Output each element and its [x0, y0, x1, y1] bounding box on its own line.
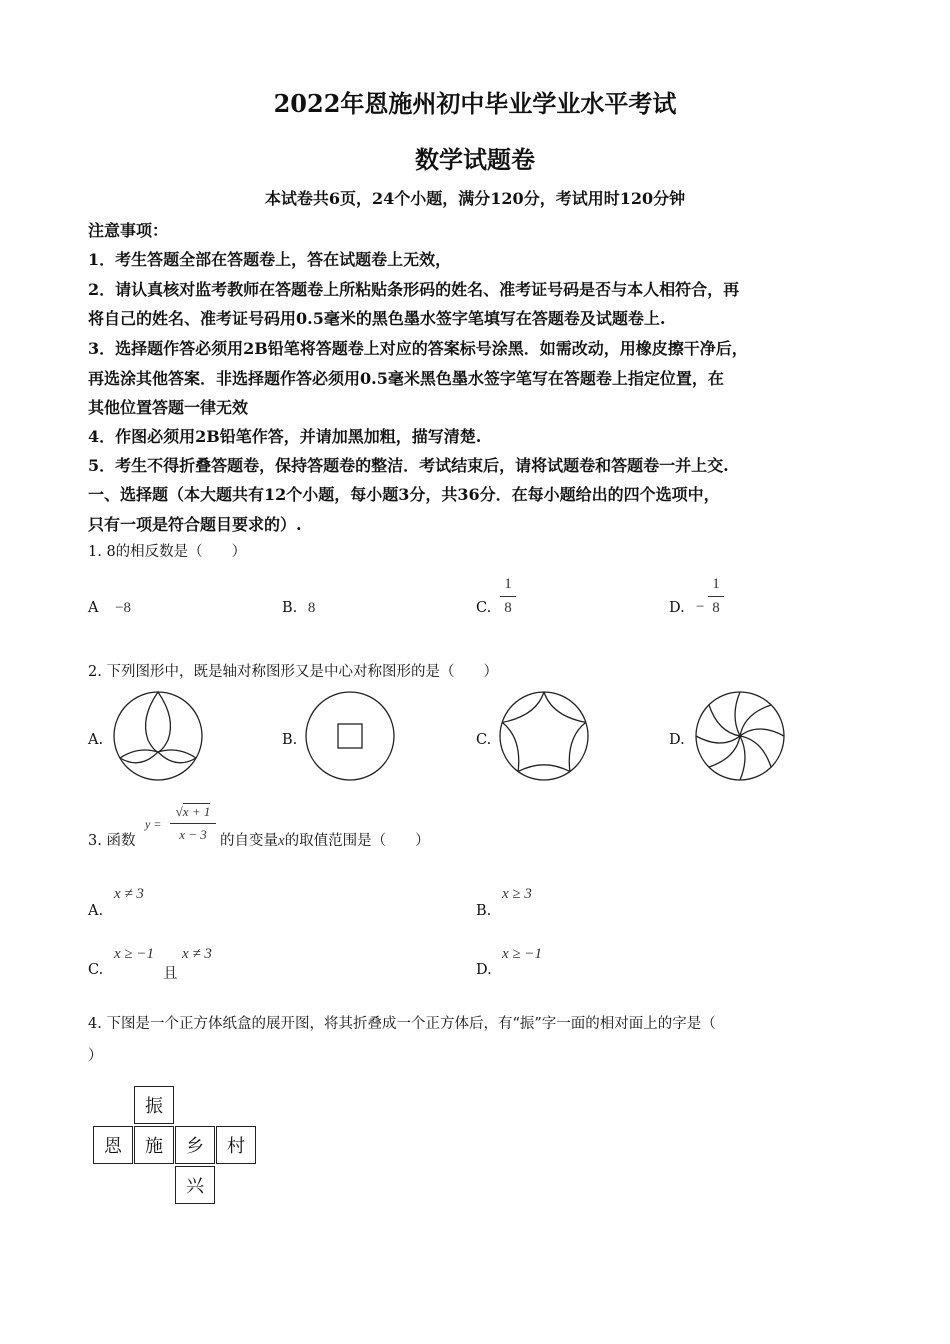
q3-option-b-expr: x ≥ 3: [502, 886, 532, 902]
section-heading-cont: 只有一项是符合题目要求的）.: [88, 515, 302, 534]
q2-figure-c-pentagon-arcs: [496, 690, 592, 782]
stem-text: 的取值范围是（ ）: [284, 833, 430, 849]
net-cell-en: 恩: [93, 1126, 133, 1164]
fraction-numerator-root: [170, 804, 216, 820]
exam-info: 本试卷共6页，24个小题，满分120分，考试用时120分钟: [264, 189, 686, 208]
q1-option-d-fraction: [708, 576, 724, 617]
q4-stem-cont: ）: [88, 1048, 103, 1064]
exam-subtitle: 数学试题卷: [415, 145, 535, 174]
q1-stem: 1. 8的相反数是（ ）: [88, 544, 247, 560]
q1-option-b: [282, 600, 315, 617]
net-cell-cun: 村: [216, 1126, 256, 1164]
option-label: A: [88, 600, 99, 616]
fraction-numerator: 1: [712, 576, 720, 592]
q2-figure-d-swirl: [692, 690, 788, 782]
net-cell-shi: 施: [134, 1126, 174, 1164]
q3-option-d-expr: x ≥ −1: [502, 946, 543, 962]
net-cell-xiang: 乡: [175, 1126, 215, 1164]
net-cell-xing: 兴: [175, 1166, 215, 1204]
q2-figure-b-circle-square: [302, 690, 398, 782]
q3-option-c-and: 且: [163, 966, 178, 982]
q1-option-d-sign: −: [696, 599, 705, 615]
net-cell-zhen: 振: [134, 1086, 174, 1124]
q3-option-c-label: C.: [88, 962, 104, 978]
notice-line: 再选涂其他答案．非选择题作答必须用0.5毫米黑色墨水签字笔写在答题卷上指定位置，在: [88, 369, 724, 388]
q1-option-d-label: D.: [669, 600, 685, 616]
notice-heading: 注意事项：: [88, 221, 169, 240]
q3-stem-prefix: 3. 函数: [88, 833, 136, 849]
q2-option-d-label: D.: [669, 732, 685, 748]
option-label: B.: [282, 600, 298, 616]
q3-option-b-label: B.: [476, 903, 492, 919]
q3-option-d-label: D.: [476, 962, 492, 978]
fraction-numerator: 1: [504, 576, 512, 592]
exam-title: 2022年恩施州初中毕业学业水平考试: [273, 89, 677, 118]
q3-option-a-expr: x ≠ 3: [114, 886, 144, 902]
q2-figure-a-three-arcs: [108, 690, 208, 782]
notice-line: 3．选择题作答必须用2B铅笔将答题卷上对应的答案标号涂黑．如需改动，用橡皮擦干净后，: [88, 339, 748, 358]
q1-option-c-fraction: [500, 576, 516, 617]
q1-option-c-label: C.: [476, 600, 492, 616]
notice-line: 1．考生答题全部在答题卷上，答在试题卷上无效，: [88, 250, 452, 269]
q4-stem: 4. 下图是一个正方体纸盒的展开图，将其折叠成一个正方体后，有“振”字一面的相对面上的字是（: [88, 1016, 716, 1032]
q3-option-a-label: A.: [88, 903, 104, 919]
fraction-denominator: 8: [504, 600, 512, 616]
fraction-denominator: 8: [712, 600, 720, 616]
option-value: −8: [115, 600, 132, 616]
fraction-numerator: x + 1: [182, 804, 211, 819]
stem-variable: x: [278, 833, 285, 849]
q2-option-c-label: C.: [476, 732, 492, 748]
q2-option-a-label: A.: [88, 732, 104, 748]
notice-line: 其他位置答题一律无效: [88, 398, 249, 417]
q3-y-equals: y =: [145, 817, 162, 831]
q2-option-b-label: B.: [282, 732, 298, 748]
sqrt-icon: √: [175, 804, 183, 819]
stem-text: 的自变量: [220, 833, 278, 849]
section-heading: 一、选择题（本大题共有12个小题，每小题3分，共36分．在每小题给出的四个选项中，: [88, 485, 720, 504]
notice-line: 2．请认真核对监考教师在答题卷上所粘贴条形码的姓名、准考证号码是否与本人相符合，再: [88, 280, 740, 299]
q3-option-c-expr2: x ≠ 3: [182, 946, 212, 962]
option-value: 8: [307, 600, 316, 616]
q2-stem: 2. 下列图形中，既是轴对称图形又是中心对称图形的是（ ）: [88, 664, 498, 680]
fraction-denominator: x − 3: [179, 827, 207, 842]
notice-line: 5．考生不得折叠答题卷，保持答题卷的整洁．考试结束后，请将试题卷和答题卷一并上交.: [88, 456, 729, 475]
q3-function-fraction: [170, 804, 216, 843]
q3-option-c-expr1: x ≥ −1: [114, 946, 155, 962]
q1-option-a: [88, 600, 131, 617]
q3-stem-suffix: [220, 829, 430, 850]
notice-line: 4．作图必须用2B铅笔作答，并请加黑加粗，描写清楚.: [88, 427, 482, 446]
notice-line: 将自己的姓名、准考证号码用0.5毫米的黑色墨水签字笔填写在答题卷及试题卷上.: [88, 309, 666, 328]
